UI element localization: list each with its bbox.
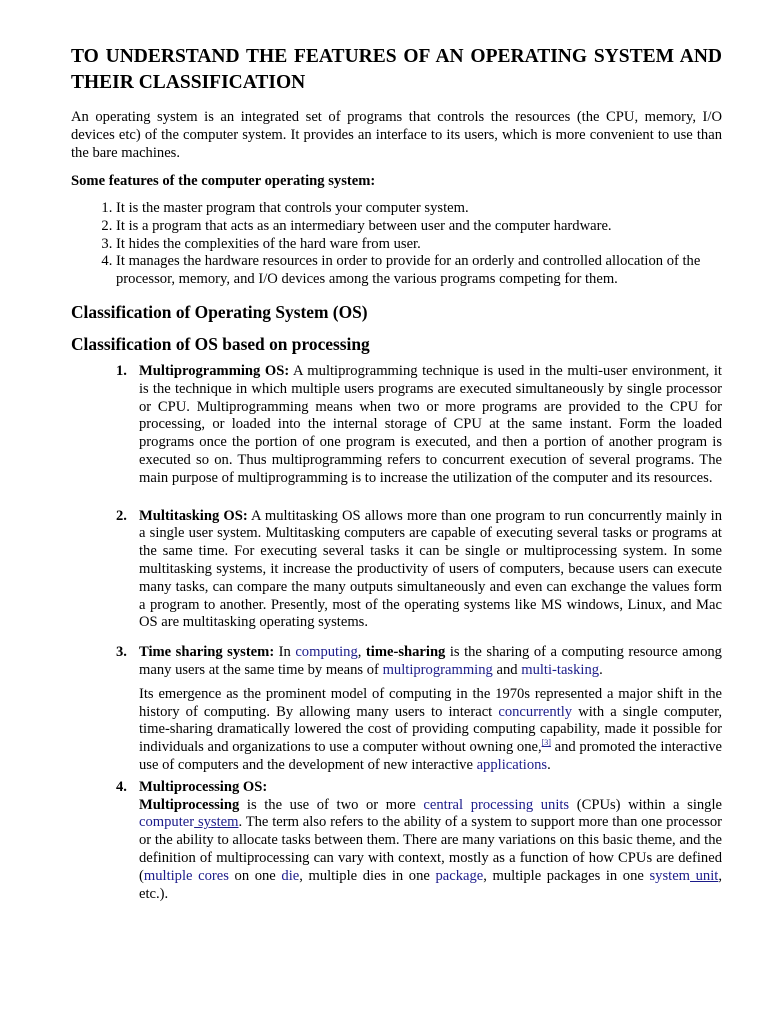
text-run: and promoted the interactive use of computers and the development of new interactive: [139, 739, 722, 773]
timesharing-item: [71, 644, 722, 775]
multitasking-term: Multitasking OS:: [139, 507, 248, 524]
multiprocessing-item: [71, 779, 722, 904]
multitasking-text: A multitasking OS allows more than one program to run concurrently mainly in a single user system. Multitasking computers are capable of executing several tasks or programs at the same time. For executing several tasks it can be single or multiprocessing system. In some multitasking systems, it increase the productivity of users of computers, because users can execute many tasks, can compare the many outputs simultaneously and even can exchange the values form a program to another. Presently, most of the operating systems like MS windows, Linux, and Mac OS are multitasking operating systems.: [139, 507, 722, 631]
reference-link[interactable]: [3]: [541, 738, 551, 748]
text-run: is the use of two or more: [239, 796, 424, 813]
text-run: In: [274, 644, 296, 661]
computer-system-link[interactable]: [139, 814, 238, 830]
timesharing-paragraph: [139, 644, 722, 680]
text-run: ,: [357, 644, 366, 661]
multiprogramming-link[interactable]: multiprogramming: [382, 661, 493, 678]
intro-paragraph: An operating system is an integrated set of programs that controls the resources (the CPU, memory, I/O devices etc) of the computer system. It provides an interface to its users, which is more convenient to use than the bare machines.: [71, 109, 722, 161]
multiple-cores-link[interactable]: multiple cores: [143, 867, 229, 884]
text-run: , multiple dies in one: [299, 867, 436, 884]
text-run: and: [492, 661, 522, 678]
text-run: , multiple packages in one: [483, 867, 650, 884]
text-run: Its emergence as the prominent model of computing in the 1970s represented a major shift in the history of computing. By allowing many users to interact: [139, 685, 722, 720]
text-run: with a single computer, time-sharing dramatically lowered the cost of providing computing capability, made it possible for individuals and organizations to use a computer without owning one,: [139, 703, 722, 756]
features-list: [71, 200, 722, 289]
processing-heading: Classification of OS based on processing: [71, 333, 370, 354]
timesharing-history-paragraph: [139, 686, 722, 775]
item-number: 3.: [116, 644, 127, 661]
multiprocessing-bold: Multiprocessing: [139, 796, 240, 813]
text-run: (CPUs) within a single: [569, 796, 722, 813]
cpu-link[interactable]: central processing units: [423, 796, 570, 813]
features-heading: Some features of the computer operating system:: [71, 173, 376, 189]
document-title: TO UNDERSTAND THE FEATURES OF AN OPERATING SYSTEM AND THEIR CLASSIFICATION: [71, 46, 722, 93]
text-run: is the sharing of a computing resource among many users at the same time by means of: [139, 644, 722, 678]
applications-link[interactable]: applications: [476, 756, 548, 773]
item-number: 1.: [116, 362, 127, 379]
multiprogramming-text: A multiprogramming technique is used in the multi-user environment, it is the technique in which multiple users programs are executed simultaneously by single processor or CPU. Multiprogramming means when two or more programs are provided to the CPU for processing, or loaded into the internal storage of CPU at the same instant. Form the loaded programs once the portion of one program is executed, and then a portion of another program is executed so on. Thus multiprogramming refers to concurrent execution of several programs. The main purpose of multiprogramming is to increase the utilization of the computer and its resources.: [139, 362, 722, 486]
link-text: unit: [690, 867, 719, 884]
text-run: .: [547, 756, 551, 773]
list-item: 1. It is the master program that controls your computer system.: [116, 200, 722, 218]
text-run: .: [599, 661, 603, 678]
list-item: 3. It hides the complexities of the hard ware from user.: [116, 236, 722, 254]
computing-link[interactable]: computing: [295, 644, 358, 661]
multiprogramming-term: Multiprogramming OS:: [139, 362, 290, 379]
link-text: system: [194, 814, 239, 831]
multiprocessing-term: Multiprocessing OS:: [139, 778, 268, 795]
item-number: 4.: [116, 778, 127, 795]
concurrently-link[interactable]: concurrently: [498, 703, 573, 720]
link-text: system: [649, 867, 691, 884]
die-link[interactable]: die: [281, 867, 300, 884]
system-unit-link[interactable]: [649, 868, 718, 884]
link-text: computer: [139, 814, 195, 831]
list-item: 4. It manages the hardware resources in order to provide for an orderly and controlled allocation of the processor, memory, and I/O devices among the various programs competing for them.: [116, 253, 722, 289]
multiprogramming-item: [71, 363, 722, 488]
timesharing-term: Time sharing system:: [139, 644, 275, 661]
list-item: 2. It is a program that acts as an intermediary between user and the computer hardware.: [116, 218, 722, 236]
text-run: . The term also refers to the ability of a system to support more than one processor or the ability to allocate tasks between them. There are many variations on this basic theme, and the definition of multiprocessing can vary with context, mostly as a function of how CPUs are defined (: [139, 814, 723, 884]
multitasking-link[interactable]: multi-tasking: [521, 661, 600, 678]
multitasking-item: [71, 508, 722, 633]
text-run: on one: [228, 867, 282, 884]
classification-heading: Classification of Operating System (OS): [71, 301, 368, 322]
package-link[interactable]: package: [435, 867, 484, 884]
multiprocessing-paragraph: [139, 797, 722, 904]
text-run: , etc.).: [139, 867, 722, 902]
reference-superscript: [542, 738, 551, 747]
os-classification-list: [71, 363, 722, 903]
item-number: 2.: [116, 507, 127, 524]
timesharing-bold: time-sharing: [365, 644, 446, 661]
